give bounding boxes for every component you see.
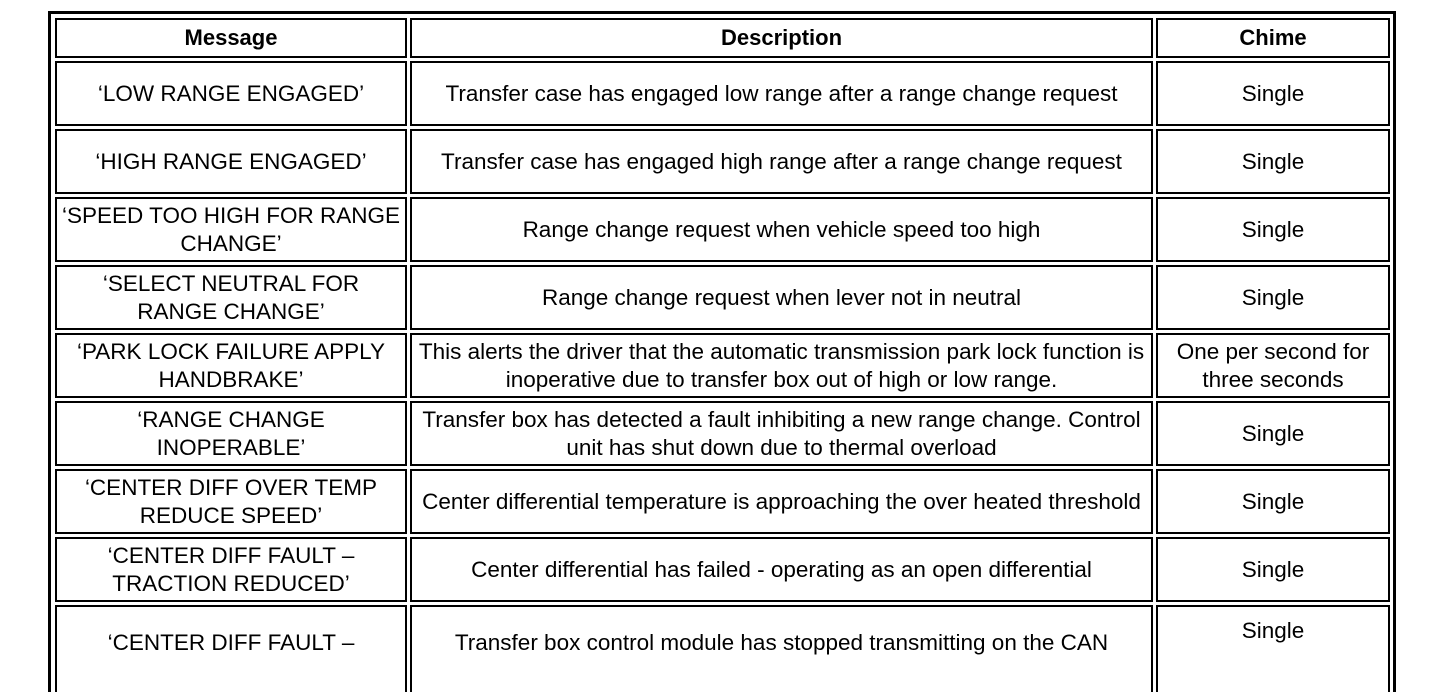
chime-cell: One per second for three seconds (1156, 333, 1390, 398)
table-row (55, 469, 1390, 534)
table-row (55, 401, 1390, 466)
message-cell: ‘SELECT NEUTRAL FOR RANGE CHANGE’ (55, 265, 407, 330)
chime-cell: Single (1156, 265, 1390, 330)
table-row (55, 197, 1390, 262)
table-row (55, 129, 1390, 194)
message-cell: ‘HIGH RANGE ENGAGED’ (55, 129, 407, 194)
message-cell: ‘CENTER DIFF FAULT – (55, 605, 407, 692)
description-cell: This alerts the driver that the automatic transmission park lock function is inoperative due to transfer box out of high or low range. (410, 333, 1153, 398)
chime-cell: Single (1156, 129, 1390, 194)
description-cell: Transfer case has engaged high range after a range change request (410, 129, 1153, 194)
description-cell: Center differential temperature is approaching the over heated threshold (410, 469, 1153, 534)
header-description: Description (410, 18, 1153, 58)
message-table-frame (48, 11, 1396, 692)
table-header-row (55, 18, 1390, 58)
chime-cell: Single (1156, 537, 1390, 602)
message-table (52, 15, 1393, 692)
table-row (55, 605, 1390, 692)
description-cell: Transfer case has engaged low range after a range change request (410, 61, 1153, 126)
description-cell: Range change request when vehicle speed too high (410, 197, 1153, 262)
table-row (55, 61, 1390, 126)
table-row (55, 333, 1390, 398)
header-chime: Chime (1156, 18, 1390, 58)
message-cell: ‘RANGE CHANGE INOPERABLE’ (55, 401, 407, 466)
chime-cell: Single (1156, 61, 1390, 126)
chime-cell: Single (1156, 605, 1390, 692)
description-cell: Transfer box has detected a fault inhibiting a new range change. Control unit has shut down due to thermal overload (410, 401, 1153, 466)
header-message: Message (55, 18, 407, 58)
description-cell: Transfer box control module has stopped transmitting on the CAN (410, 605, 1153, 692)
table-row (55, 537, 1390, 602)
description-cell: Range change request when lever not in neutral (410, 265, 1153, 330)
message-cell: ‘CENTER DIFF FAULT – TRACTION REDUCED’ (55, 537, 407, 602)
chime-cell: Single (1156, 197, 1390, 262)
message-cell: ‘CENTER DIFF OVER TEMP REDUCE SPEED’ (55, 469, 407, 534)
message-cell: ‘LOW RANGE ENGAGED’ (55, 61, 407, 126)
message-cell: ‘PARK LOCK FAILURE APPLY HANDBRAKE’ (55, 333, 407, 398)
message-cell: ‘SPEED TOO HIGH FOR RANGE CHANGE’ (55, 197, 407, 262)
description-cell: Center differential has failed - operating as an open differential (410, 537, 1153, 602)
chime-cell: Single (1156, 469, 1390, 534)
chime-cell: Single (1156, 401, 1390, 466)
table-row (55, 265, 1390, 330)
